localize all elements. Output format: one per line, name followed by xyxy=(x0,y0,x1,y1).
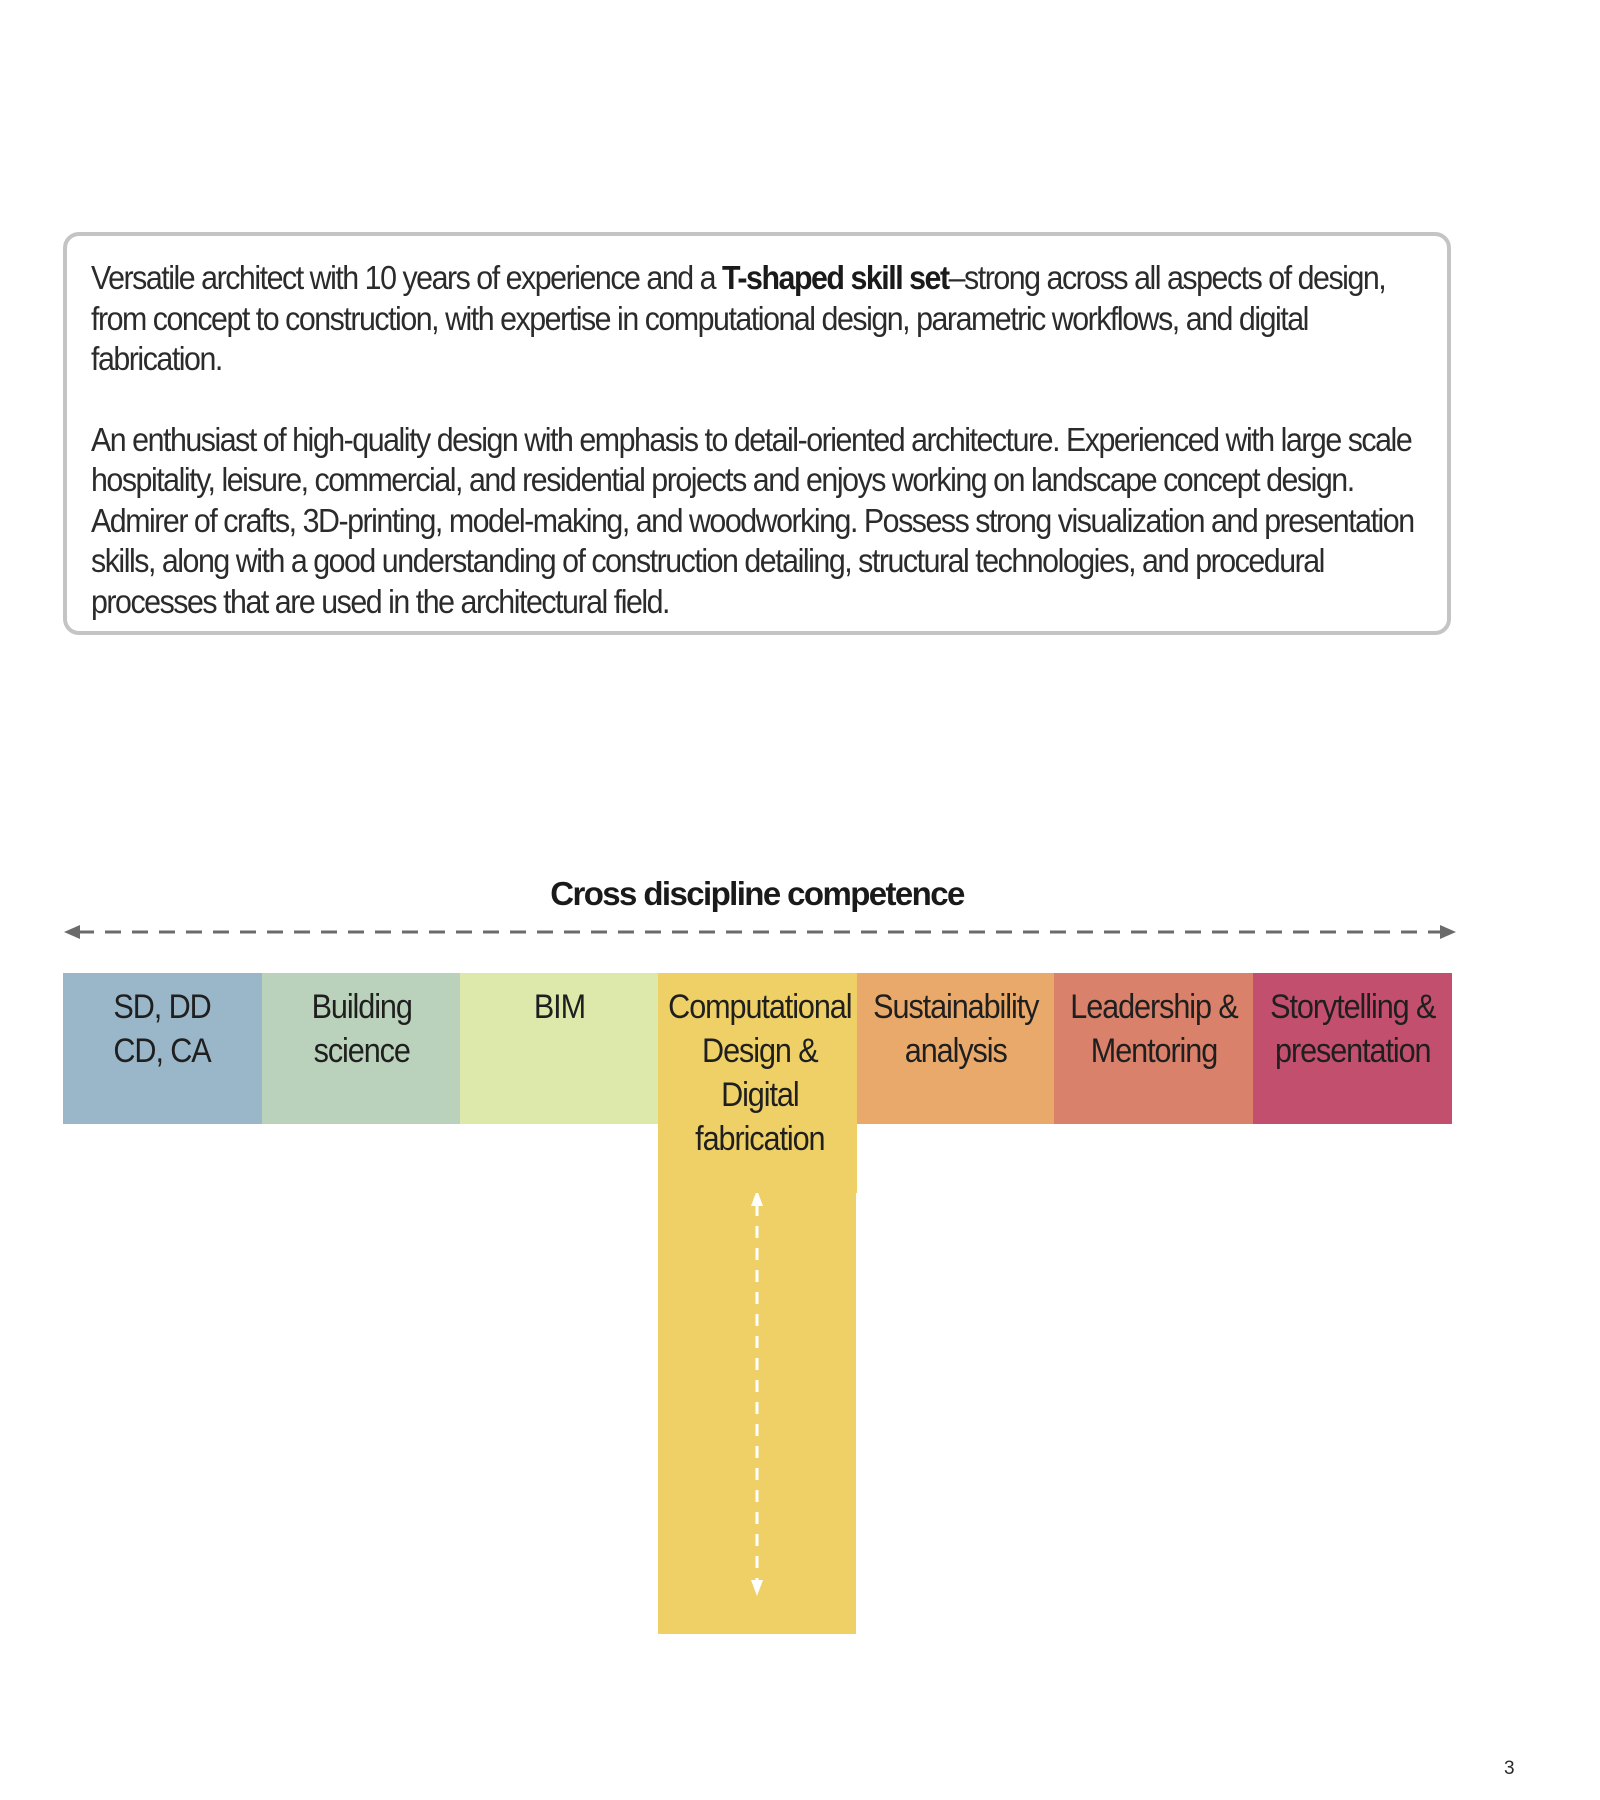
discipline-cell: Storytelling & presentation xyxy=(1253,973,1452,1124)
discipline-row xyxy=(63,973,1452,1158)
discipline-cell: Sustainability analysis xyxy=(856,973,1055,1124)
discipline-cell: BIM xyxy=(460,973,659,1124)
discipline-cell-core: Computational Design & Digital fabrication xyxy=(658,973,857,1193)
discipline-cell: Building science xyxy=(262,973,461,1124)
discipline-cell: Leadership & Mentoring xyxy=(1054,973,1253,1124)
vertical-depth-arrow xyxy=(746,1188,768,1598)
summary-box xyxy=(63,232,1451,635)
diagram-title: Cross discipline competence xyxy=(550,875,964,912)
summary-paragraph-1: Versatile architect with 10 years of experience and a T-shaped skill set–strong across all aspects of design, from concept to construction, with expertise in computational design, parametric workflows, and digital fabrication. xyxy=(91,259,1386,377)
discipline-cell: SD, DD CD, CA xyxy=(63,973,262,1124)
page-number: 3 xyxy=(1504,1758,1515,1779)
horizontal-scope-arrow xyxy=(60,920,1460,944)
summary-paragraph-2: An enthusiast of high-quality design with emphasis to detail-oriented architecture. Experienced with large scale hospitality, leisure, commercial, and residential projects and enjoys working on landscape concept design. Admirer of crafts, 3D-printing, model-making, and woodworking. Possess strong visualization and presentation skills, along with a good understanding of construction detailing, structural technologies, and procedural processes that are used in the architectural field. xyxy=(91,420,1414,620)
t-shaped-emphasis: T-shaped skill set xyxy=(722,259,949,296)
